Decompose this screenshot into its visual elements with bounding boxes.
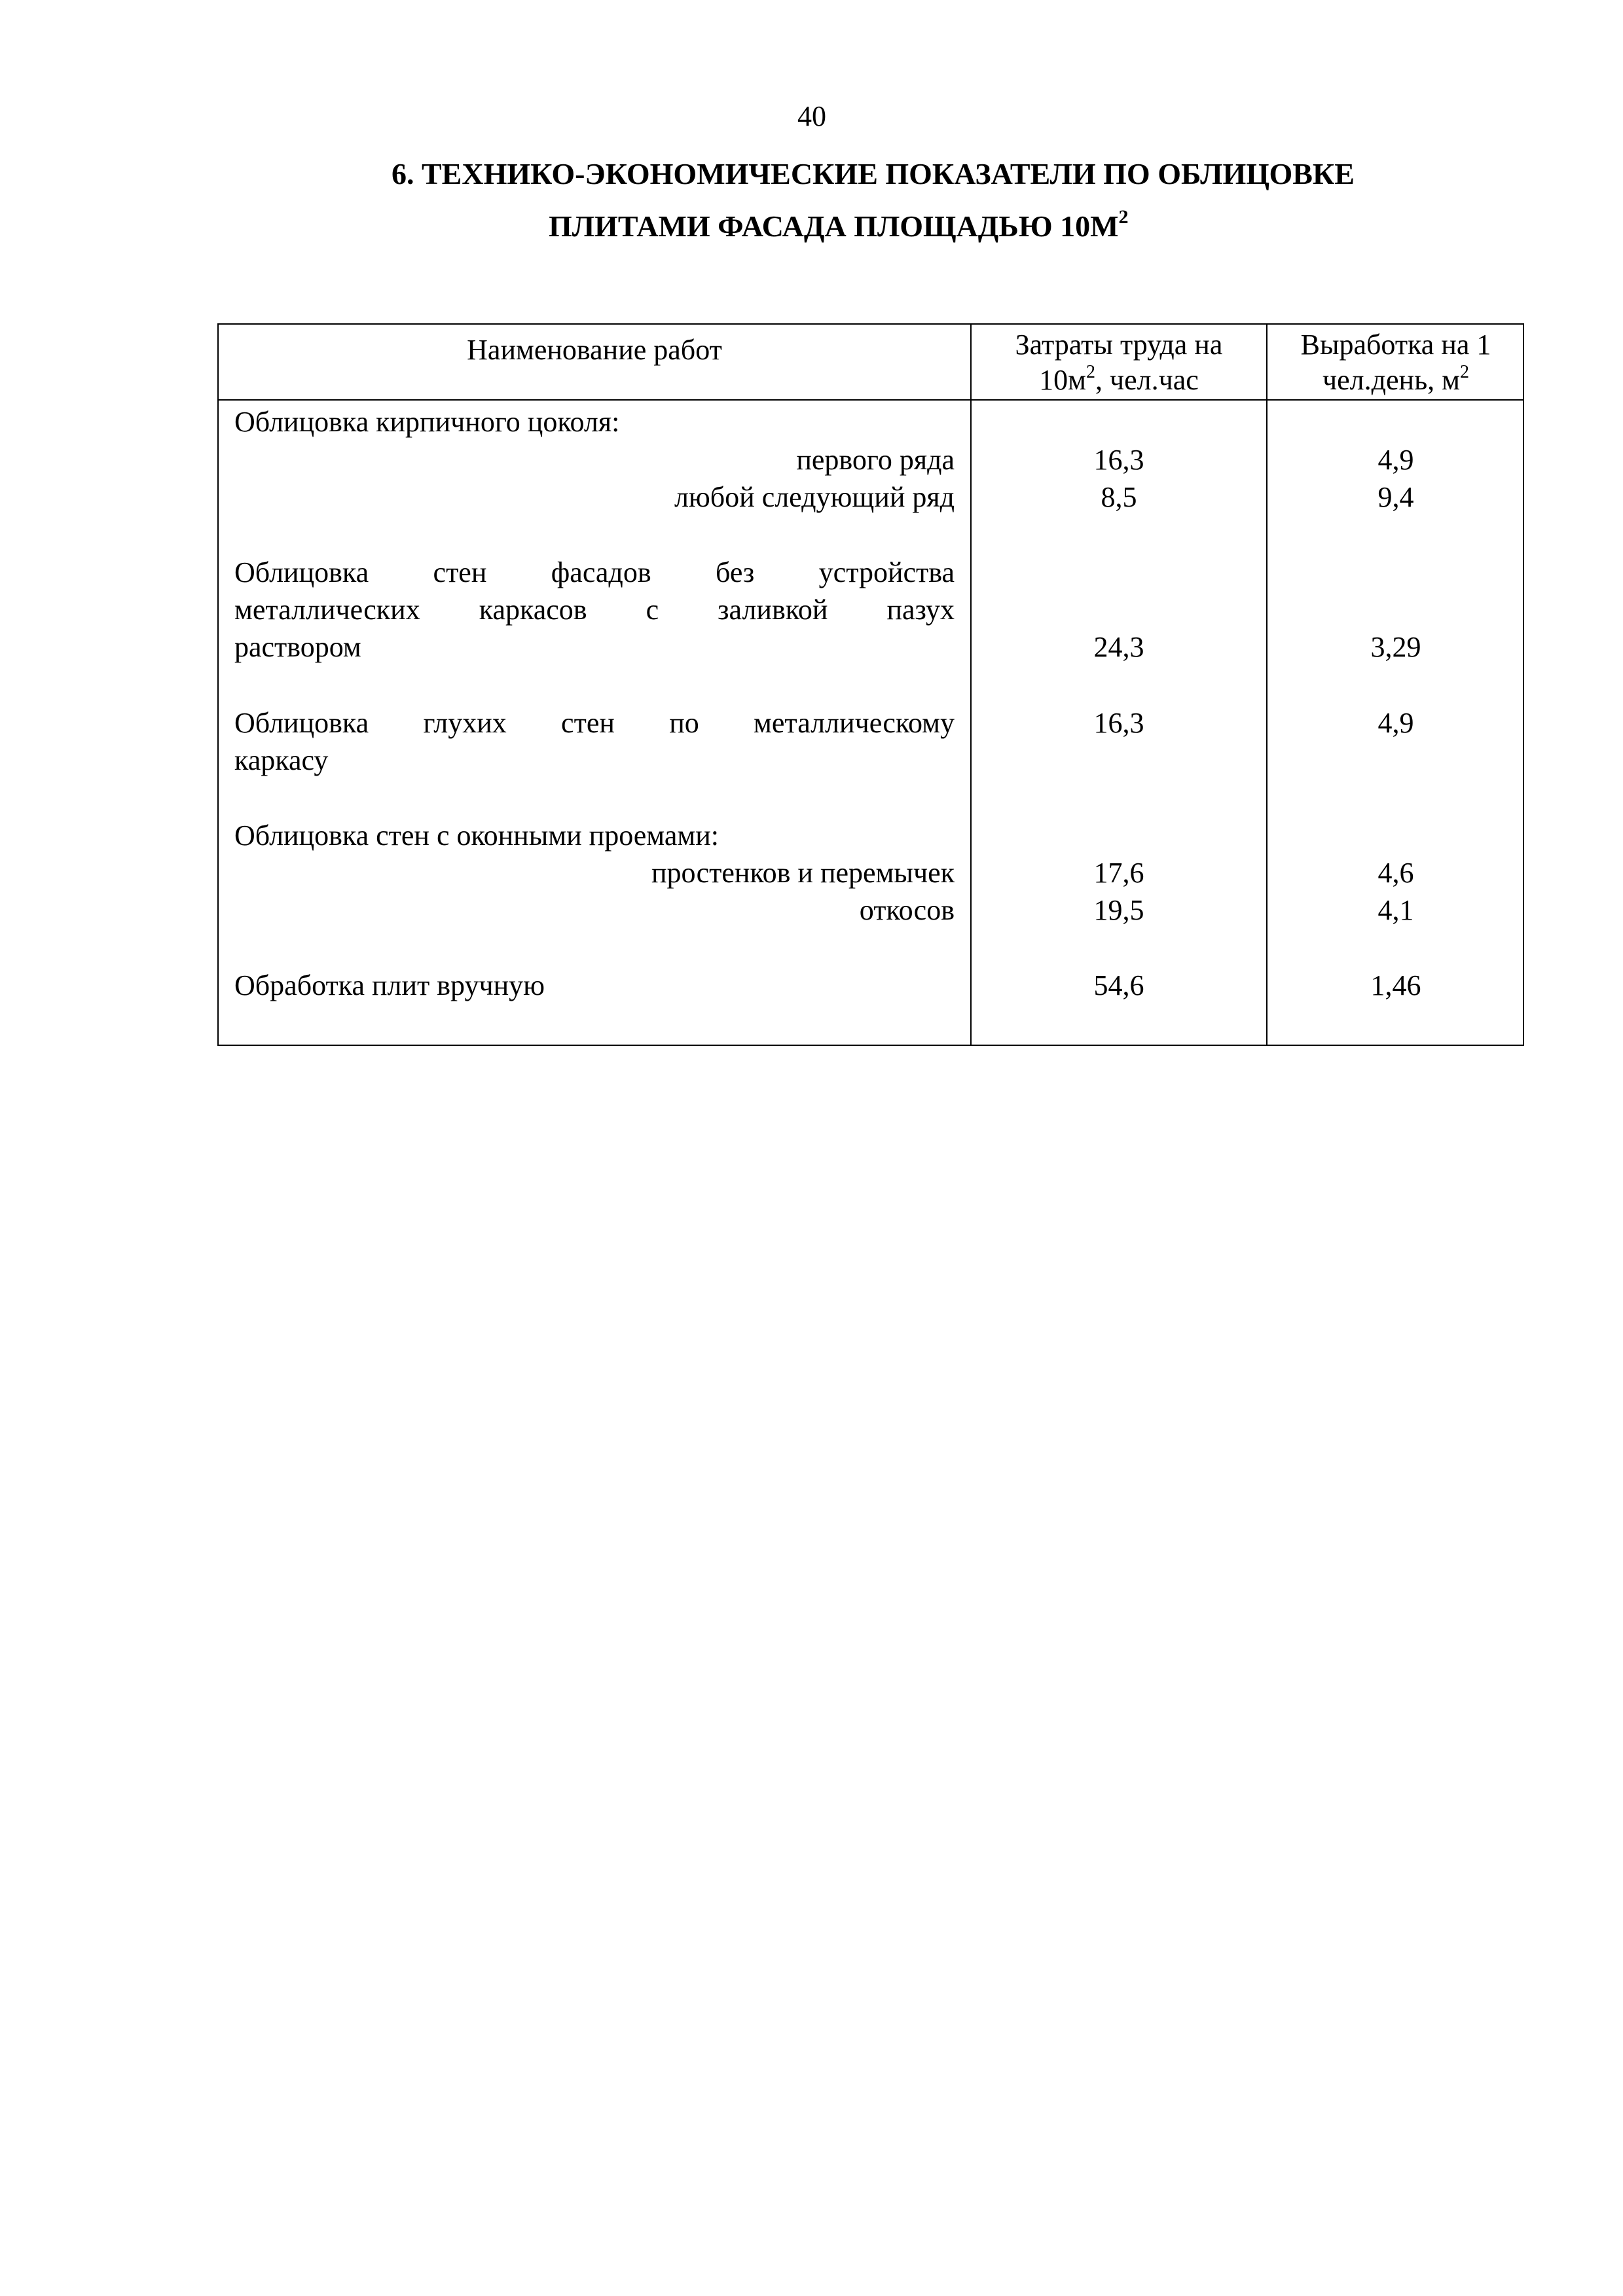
row-blind-walls-line-1: Облицовка глухих стен по металлическому	[234, 707, 955, 739]
row-reveals-labor: 19,5	[1093, 894, 1144, 926]
column-divider-2	[1266, 325, 1267, 1045]
header-output-line-2	[1267, 361, 1524, 399]
header-labor-cost-line-1: Затраты труда на	[1015, 329, 1223, 361]
row-blind-walls-labor: 16,3	[1093, 707, 1144, 739]
row-blind-walls-output: 4,9	[1377, 707, 1414, 739]
row-piers-lintels-name: простенков и перемычек	[651, 857, 955, 889]
header-output-line-1: Выработка на 1	[1300, 329, 1491, 361]
row-blind-walls-line-2: каркасу	[234, 744, 329, 776]
row-next-row-name: любой следующий ряд	[674, 481, 955, 513]
row-first-row-name: первого ряда	[796, 444, 955, 476]
column-divider-1	[970, 325, 972, 1045]
header-divider	[219, 399, 1523, 401]
row-next-row-output: 9,4	[1377, 481, 1414, 513]
page-number: 40	[797, 100, 826, 132]
section-title-superscript: 2	[1118, 206, 1129, 228]
indicators-table	[217, 323, 1524, 1046]
row-facade-walls-line-3: раствором	[234, 631, 361, 663]
row-manual-processing-output: 1,46	[1370, 969, 1421, 1001]
row-facade-walls-labor: 24,3	[1093, 631, 1144, 663]
row-first-row-labor: 16,3	[1093, 444, 1144, 476]
row-reveals-output: 4,1	[1377, 894, 1414, 926]
row-manual-processing-labor: 54,6	[1093, 969, 1144, 1001]
row-facade-walls-line-2: металлических каркасов с заливкой пазух	[234, 594, 955, 626]
section-title-line-1: 6. ТЕХНИКО-ЭКОНОМИЧЕСКИЕ ПОКАЗАТЕЛИ ПО ОБЛИЦОВКЕ	[392, 157, 1355, 190]
header-labor-cost-measure: , чел.час	[1095, 364, 1199, 396]
row-manual-processing-name: Обработка плит вручную	[234, 969, 545, 1001]
row-brick-plinth-title: Облицовка кирпичного цоколя:	[234, 406, 620, 438]
header-output-unit: чел.день, м	[1322, 364, 1460, 396]
row-facade-walls-line-1: Облицовка стен фасадов без устройства	[234, 556, 955, 588]
header-labor-cost-sup: 2	[1086, 362, 1096, 382]
section-title-line-2	[549, 207, 1129, 246]
row-first-row-output: 4,9	[1377, 444, 1414, 476]
row-next-row-labor: 8,5	[1101, 481, 1137, 513]
header-labor-cost-unit: 10м	[1039, 364, 1087, 396]
header-labor-cost-line-2	[972, 361, 1266, 399]
row-facade-walls-output: 3,29	[1370, 631, 1421, 663]
header-work-name: Наименование работ	[467, 334, 722, 366]
row-reveals-name: откосов	[859, 894, 955, 926]
header-output-sup: 2	[1460, 362, 1469, 382]
section-title-text: ПЛИТАМИ ФАСАДА ПЛОЩАДЬЮ 10М	[549, 209, 1119, 243]
row-piers-lintels-output: 4,6	[1377, 857, 1414, 889]
row-piers-lintels-labor: 17,6	[1093, 857, 1144, 889]
row-window-walls-title: Облицовка стен с оконными проемами:	[234, 819, 719, 852]
